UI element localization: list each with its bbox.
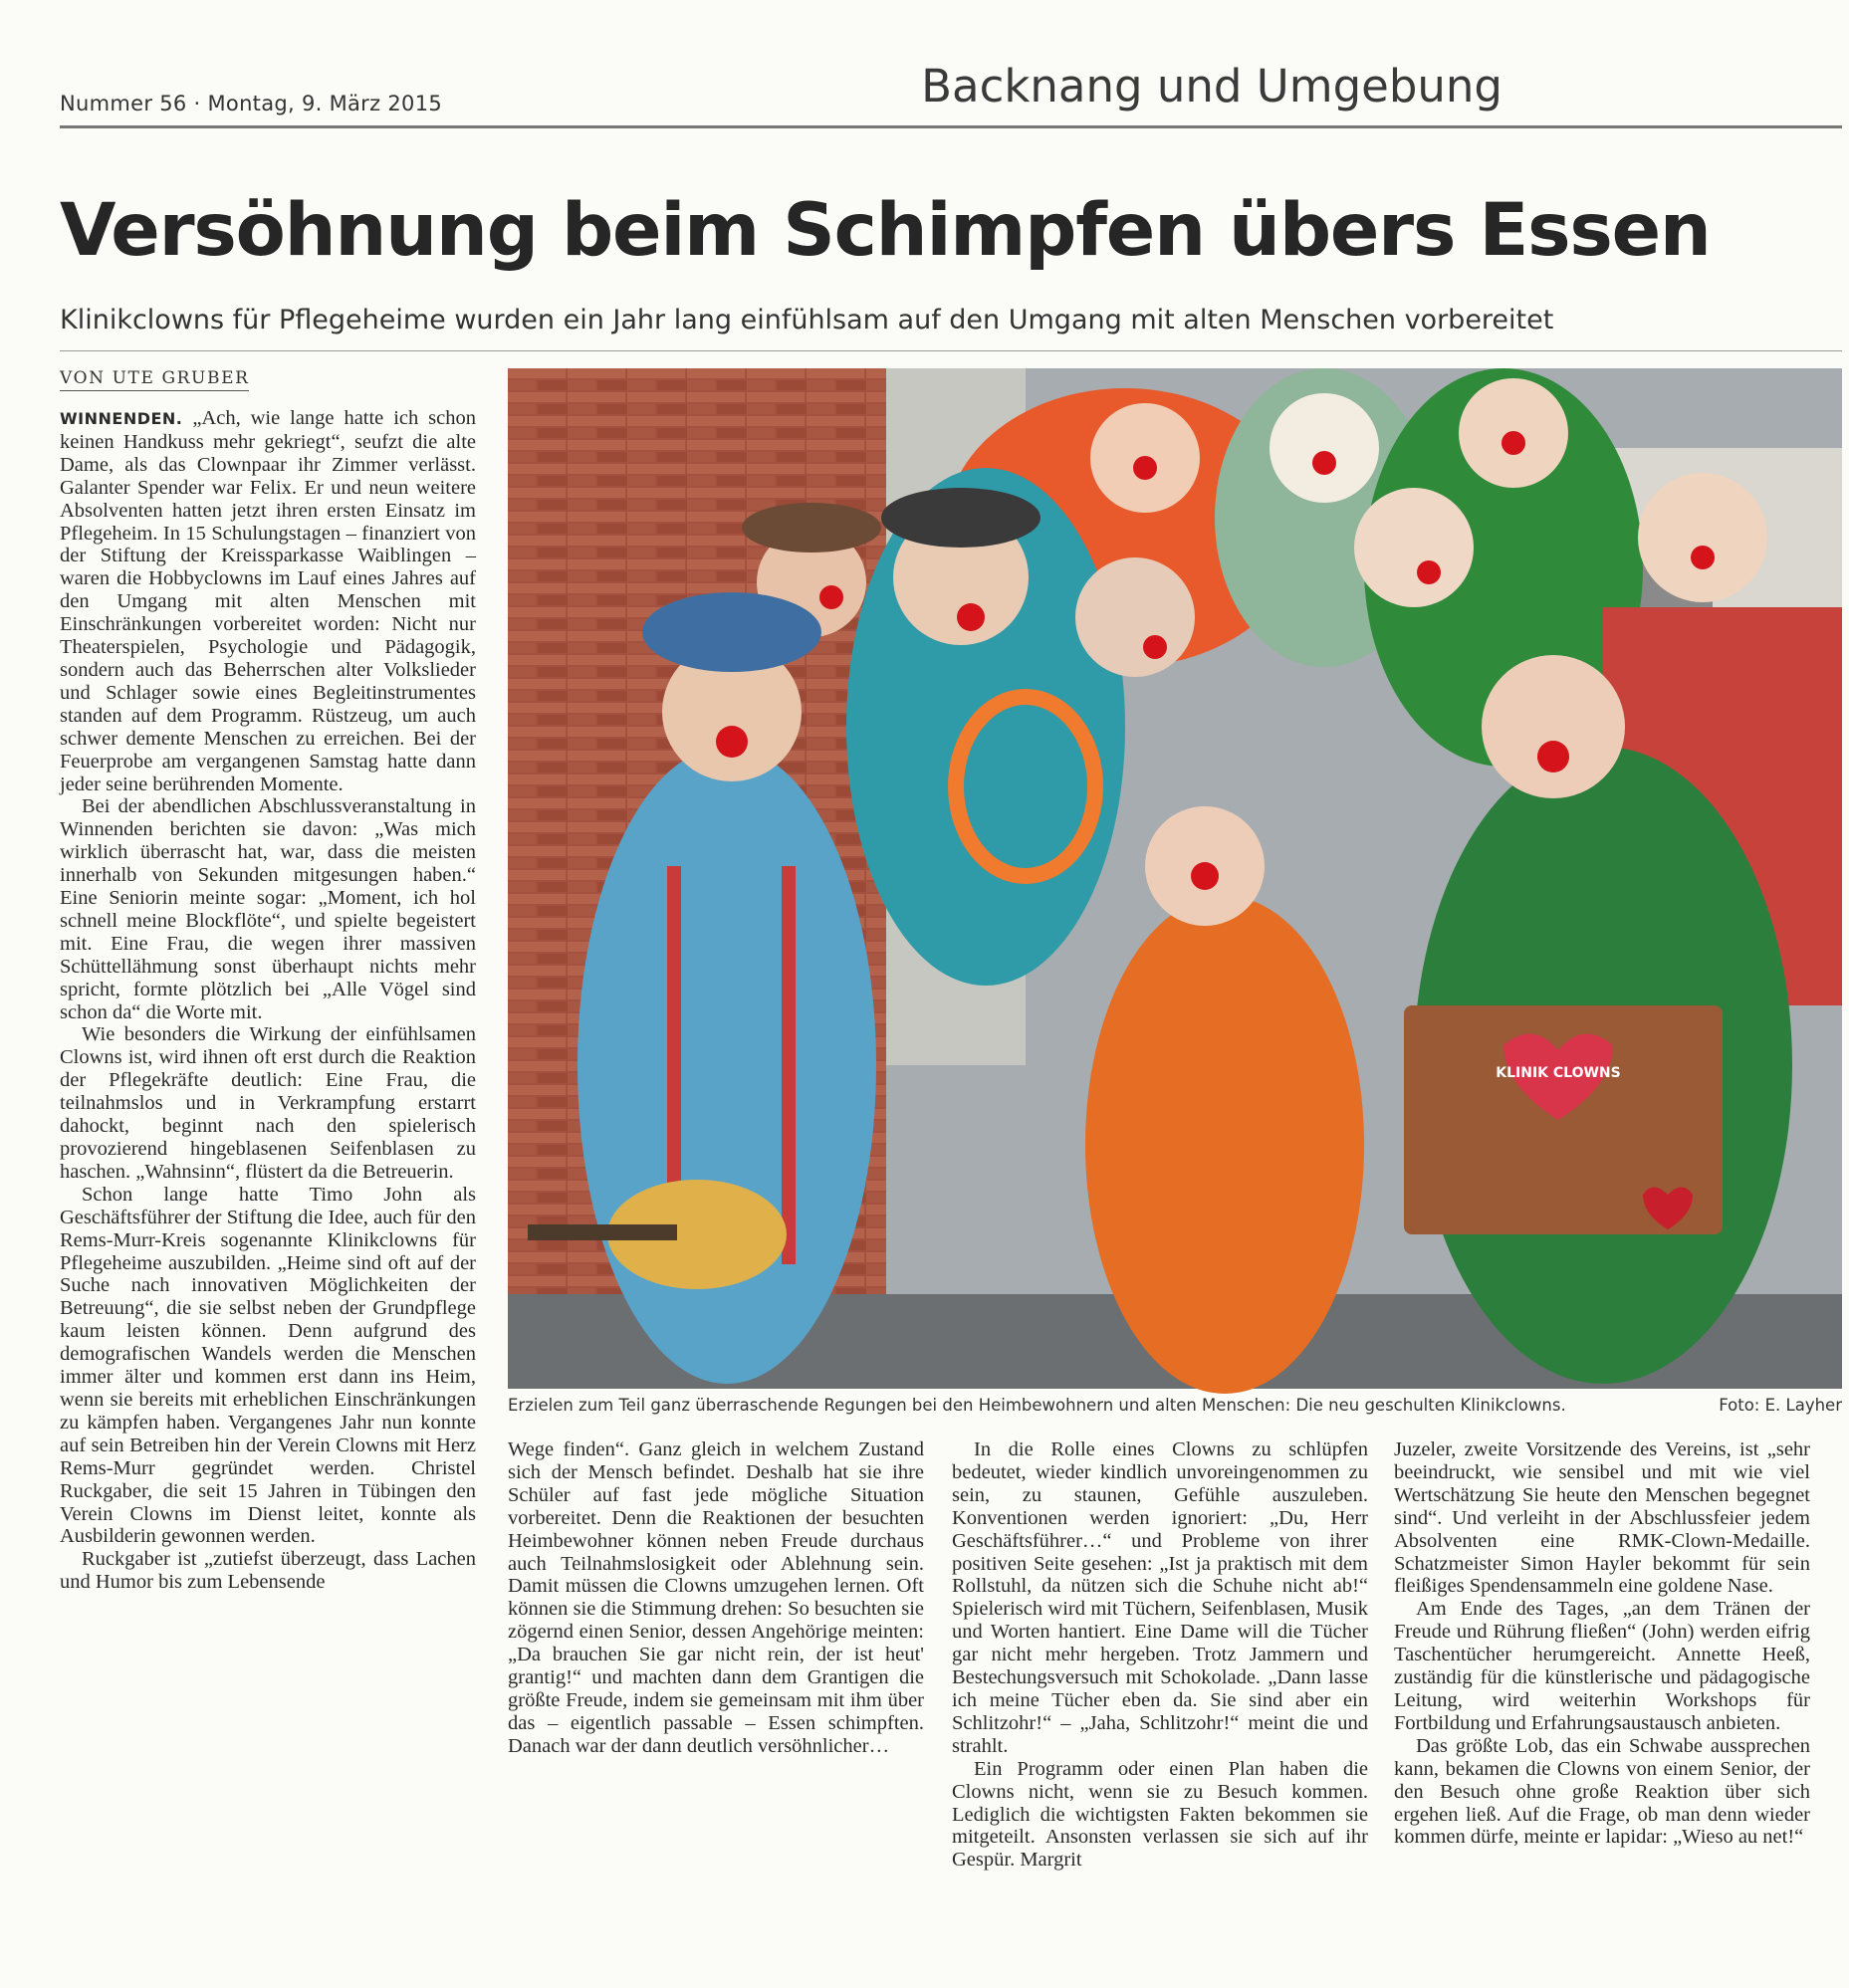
article-column-3 [952,1438,1368,1956]
subhead-rule [60,350,1842,351]
paragraph [60,407,476,795]
clowns-group-photo [508,368,1842,1389]
dateline: WINNENDEN. [60,409,183,428]
paragraph-text: „Ach, wie lange hatte ich schon keinen Handkuss mehr gekriegt“, seufzt die alte Dame, als das Clownpaar ihr Zimmer verlässt. Galanter Spender war Felix. Er und neun weitere Absolventen hatten jetzt ihren ersten Einsatz im Pflegeheim. In 15 Schulungstagen – finanziert von der Stiftung der Kreissparkasse Waiblingen – waren die Hobbyclowns im Lauf eines Jahres auf den Umgang mit alten Menschen mit Einschränkungen vorbereitet worden: Nicht nur Theaterspielen, Psychologie und Pädagogik, sondern auch das Beherrschen alter Volkslieder und Schlager sowie eines Begleitinstrumentes standen auf dem Programm. Rüstzeug, um auch schwer demente Menschen zu erreichen. Bei der Feuerprobe am vergangenen Samstag hatte dann jeder seine berührenden Momente. [60,407,476,795]
byline: VON UTE GRUBER [60,368,249,391]
clown-front-2 [1085,896,1364,1394]
issue-date: Nummer 56 · Montag, 9. März 2015 [60,92,443,115]
paragraph: Ruckgaber ist „zutiefst überzeugt, dass Lachen und Humor bis zum Lebensende [60,1548,476,1594]
article-column-1 [60,407,476,1594]
clown-mid-3 [1075,557,1195,677]
caption-text: Erzielen zum Teil ganz überraschende Regungen bei den Heimbewohnern und alten Menschen: Die neu geschulten Klinikclowns. [508,1396,1566,1415]
photo-caption [508,1396,1842,1415]
paragraph: Das größte Lob, das ein Schwabe aussprechen kann, bekamen die Clowns von einem Senior, der den Besuch ohne große Reaktion über sich ergehen ließ. Auf die Frage, ob man denn wieder kommen dürfe, meinte er lapidar: „Wieso au net!“ [1394,1734,1810,1849]
paragraph: Bei der abendlichen Abschlussveranstaltung in Winnenden berichten sie davon: „Was mich wirklich überrascht hat, war, dass die meisten innerhalb von Sekunden mitgesungen haben.“ Eine Seniorin meinte sogar: „Moment, ich hol schnell meine Blockflöte“, und spielte begeistert mit. Eine Frau, die wegen ihrer massiven Schüttellähmung sonst überhaupt nichts mehr spricht, formte plötzlich bei „Alle Vögel sind schon da“ die Worte mit. [60,795,476,1023]
article-column-4 [1394,1438,1810,1956]
clown-mid-4 [1354,488,1474,607]
paragraph: Wie besonders die Wirkung der einfühlsamen Clowns ist, wird ihnen oft erst durch die Reaktion der Pflegekräfte deutlich: Eine Frau, die teilnahmslos und in Verkrampfung erstarrt dahockt, beginnt nach den spielerisch provozierend hingeblasenen Seifenblasen zu haschen. „Wahnsinn“, flüstert da die Betreuerin. [60,1023,476,1183]
article-column-2 [508,1438,924,1956]
clown-back-4 [1638,473,1767,602]
badge-text: KLINIK CLOWNS [1496,1065,1621,1081]
article-subheadline: Klinikclowns für Pflegeheime wurden ein Jahr lang einfühlsam auf den Umgang mit alten Menschen vorbereitet [60,305,1554,335]
paragraph: Juzeler, zweite Vorsitzende des Vereins, ist „sehr beeindruckt, wie sensibel und mit wie viel Wertschätzung Sie heute den Menschen begegnet sind“. Und verleiht in der Abschlussfeier jedem Absolventen eine RMK-Clown-Medaille. Schatzmeister Simon Hayler bekommt für sein fleißiges Spendensammeln eine goldene Nase. [1394,1438,1810,1598]
article-headline: Versöhnung beim Schimpfen übers Essen [60,188,1711,273]
paragraph: Schon lange hatte Timo John als Geschäftsführer der Stiftung die Idee, auch für den Rems-Murr-Kreis sogenannte Klinikclowns für Pflegeheime auszubilden. „Heime sind oft auf der Suche nach innovativen Möglichkeiten der Betreuung“, die sie selbst neben der Grundpflege kaum leisten können. Denn aufgrund des demografischen Wandels werden die Menschen immer älter und kommen erst dann ins Heim, wenn sie bereits mit erheblichen Einschränkungen zu kämpfen haben. Vergangenes Jahr nun konnte auf sein Betreiben hin der Verein Clowns mit Herz Rems-Murr gegründet werden. Christel Ruckgaber, die seit 15 Jahren in Tübingen den Verein Clowns im Dienst leitet, konnte als Ausbilderin gewonnen werden. [60,1183,476,1548]
paragraph: Wege finden“. Ganz gleich in welchem Zustand sich der Mensch befindet. Deshalb hat sie ihre Schüler auf fast jede mögliche Situation vorbereitet. Denn die Reaktionen der besuchten Heimbewohner können neben Freude durchaus auch Teilnahmslosigkeit oder Ablehnung sein. Damit müssen die Clowns umzugehen lernen. Oft können sie die Stimmung drehen: So besuchten sie zögernd einen Senior, dessen Angehörige meinten: „Da brauchen Sie gar nicht rein, der ist heut' grantig!“ und machten dann dem Grantigen die größte Freude, indem sie gemeinsam mit ihm über das – eigentlich passable – Essen schimpften. Danach war der dann deutlich versöhnlicher… [508,1438,924,1757]
paragraph: Am Ende des Tages, „an dem Tränen der Freude und Rührung fließen“ (John) werden eifrig Taschentücher herumgereicht. Annette Heeß, zuständig für die künstlerische und pädagogische Leitung, wird weiterhin Workshops für Fortbildung und Erfahrungsaustausch anbieten. [1394,1598,1810,1734]
masthead-rule [60,125,1842,128]
clown-front-1 [578,747,876,1384]
section-title: Backnang und Umgebung [921,60,1502,112]
paragraph: Ein Programm oder einen Plan haben die Clowns nicht, wenn sie zu Besuch kommen. Lediglich die wichtigsten Fakten bekommen sie mitgeteilt. Ansonsten verlassen sie sich auf ihr Gespür. Margrit [952,1757,1368,1872]
photo-credit: Foto: E. Layher [1719,1396,1842,1415]
paragraph: In die Rolle eines Clowns zu schlüpfen bedeutet, wieder kindlich unvoreingenommen zu sein, zu staunen, Gefühle auszuleben. Konventionen werden ignoriert: „Du, Herr Geschäftsführer…“ und Probleme von ihrer positiven Seite gesehen: „Ist ja praktisch mit dem Rollstuhl, da nützen sich die Schuhe nicht ab!“ Spielerisch wird mit Tüchern, Seifenblasen, Musik und Worten hantiert. Eine Dame will die Tücher gar nicht mehr hergeben. Trotz Jammern und Bestechungsversuch mit Schokolade. „Dann lasse ich meine Tücher eben da. Sie sind aber ein Schlitzohr!“ – „Jaha, Schlitzohr!“ meint die und strahlt. [952,1438,1368,1757]
